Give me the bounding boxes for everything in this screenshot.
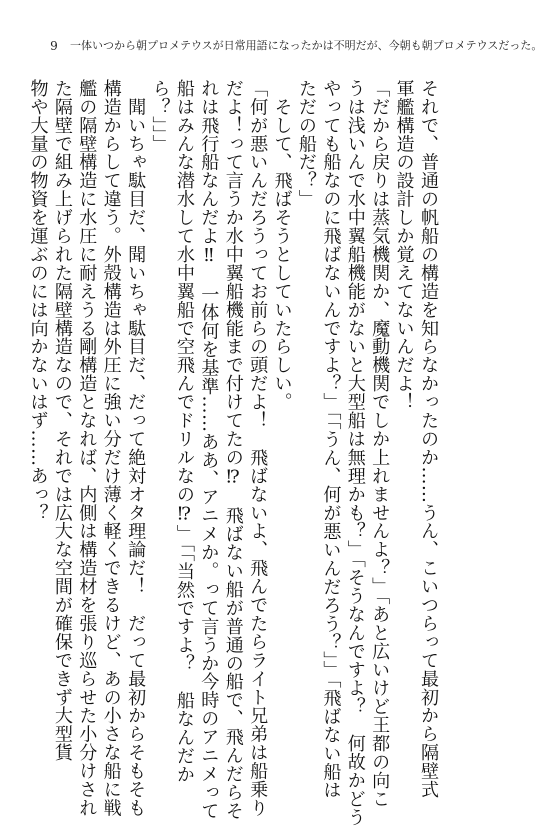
text-line: 構造からして違う。外殻構造は外圧に強い分だけ薄く軽くできるけど、あの小さな船に戦 <box>100 79 122 817</box>
text-line: 船はみんな潜水して水中翼船で空飛んでドリルなの⁉」「「当然ですよ？ 船なんだか <box>173 79 195 784</box>
text-line: た隔壁で組み上げられた隔壁構造なので、それでは広大な空間が確保できず大型貨 <box>51 79 73 762</box>
text-line: それで、普通の帆船の構造を知らなかったのか……うん、こいつらって最初から隔壁式 <box>418 79 439 799</box>
text-line: 物や大量の物資を運ぶのには向かないはず……あっ？ <box>27 79 49 522</box>
text-line: 艦の隔壁構造に水圧に耐えうる剛構造となれば、内側は構造材を張り巡らせた小分けされ <box>76 79 98 817</box>
text-line: そして、飛ばそうとしていたらしい。 <box>271 79 293 412</box>
text-line: ただの船だ？」 <box>295 79 317 209</box>
text-line: やっても船なのに飛ばないんですよ？」「「うん、何が悪いんだろう？」」「飛ばない船は <box>320 79 342 800</box>
text-line: だよ！って言うか水中翼船機能まで付けてたの⁉ 飛ばない船が普通の船で、飛んだらそ <box>222 79 244 820</box>
text-line: 「何が悪いんだろうってお前らの頭だよ！ 飛ばないよ、飛んでたらライト兄弟は船乗り <box>247 79 269 817</box>
body-text <box>27 79 440 826</box>
running-header: 一体いつから朝プロメテウスが日常用語になったかは不明だが、今朝も朝プロメテウスだった。 <box>70 39 542 52</box>
text-line: うは浅いんで水中翼船機能がないと大型船は無理かも？」「そうなんですよ？ 何故かどう <box>344 79 366 826</box>
text-line: 「だから戻りは蒸気機関か、魔動機関でしか上れませんよ？」「あと広いけど王都の向こ <box>369 79 391 808</box>
text-line: 聞いちゃ駄目だ、聞いちゃ駄目だ、だって絶対オタ理論だ！ だって最初からそもそも <box>125 79 147 817</box>
text-line: れは飛行船なんだよ‼ 一体何を基準……ああ、アニメか。って言うか今時のアニメって <box>198 79 220 820</box>
page-number: 9 <box>50 39 58 53</box>
text-line: ら？」」」 <box>149 79 171 154</box>
text-line: 軍艦構造の設計しか覚えてないんだよ！ <box>393 79 415 412</box>
